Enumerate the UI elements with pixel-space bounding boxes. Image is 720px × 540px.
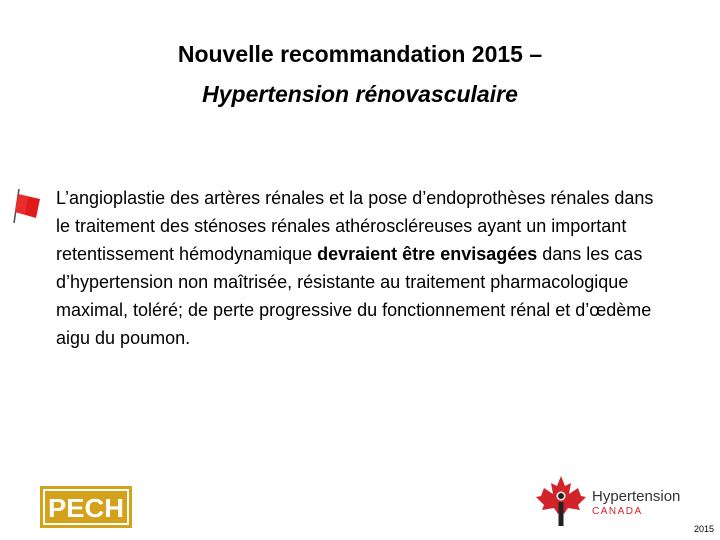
hc-logo-line-2: CANADA [592,506,643,517]
maple-leaf-icon [534,474,588,528]
footer-year: 2015 [693,524,714,534]
body-part-2: dans les cas d’hypertension non maîtrisée, résistante au traitement pharmacologique maximal, toléré; de perte progressive du fonctionnement rénal et d’œdème aigu du poumon. [56,244,652,348]
title-line-1: Nouvelle recommandation 2015 – [177,41,543,67]
slide-title [0,34,720,114]
pech-logo [40,486,132,528]
body-emphasis: devraient être envisagées [317,244,538,264]
hypertension-canada-logo [534,470,704,528]
title-line-2: Hypertension rénovasculaire [202,81,518,107]
recommendation-text [56,184,666,352]
red-flag-icon [10,185,50,225]
pech-logo-text: PECH [48,493,124,523]
body-part-1: L’angioplastie des artères rénales et la pose d’endoprothèses rénales dans le traitement des sténoses rénales athéroscléreuses ayant un important retentissement hémodynamique [56,188,654,264]
hc-logo-line-1: Hypertension [592,488,681,505]
